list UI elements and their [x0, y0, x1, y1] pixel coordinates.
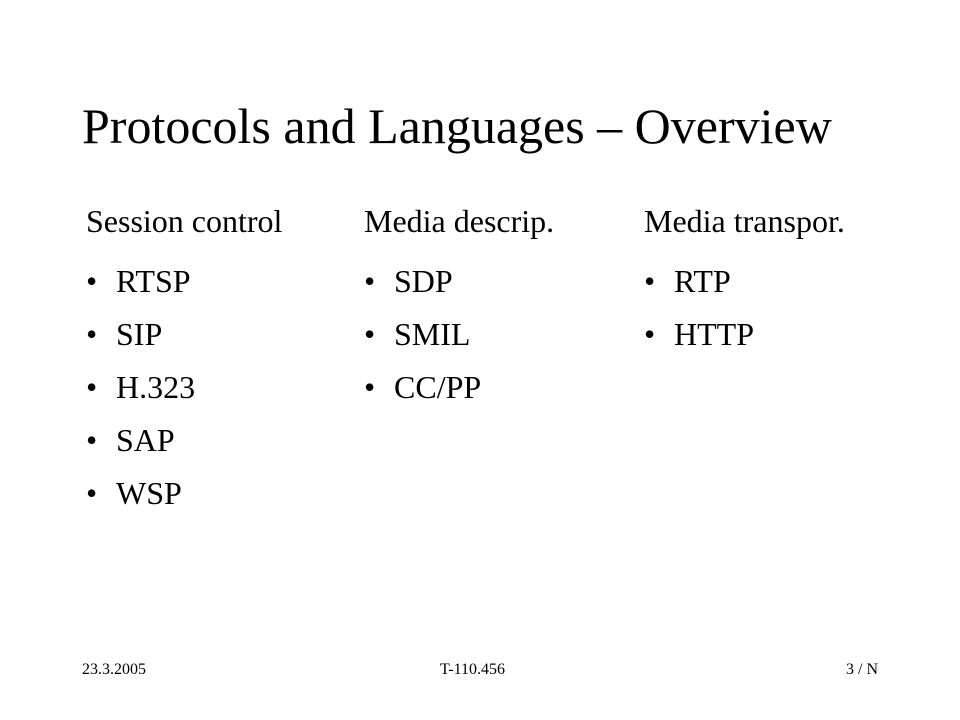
bullet-icon: •: [86, 369, 98, 405]
list-item-text: SIP: [116, 316, 163, 352]
column-heading: Media descrip.: [364, 203, 555, 239]
list-item: [86, 414, 356, 467]
list-item-text: WSP: [116, 475, 182, 511]
bullet-list: [364, 255, 634, 414]
column-media-transport: [644, 200, 914, 361]
bullet-list: [86, 255, 356, 520]
list-item-text: RTSP: [116, 263, 191, 299]
list-item: [86, 255, 356, 308]
list-item: [364, 361, 634, 414]
bullet-icon: •: [86, 475, 98, 511]
footer-course-code: T-110.456: [440, 661, 506, 678]
list-item: [644, 308, 914, 361]
bullet-icon: •: [86, 316, 98, 352]
bullet-icon: •: [644, 263, 656, 299]
bullet-list: [644, 255, 914, 361]
list-item-text: SAP: [116, 422, 175, 458]
list-item: [86, 467, 356, 520]
column-heading: Media transpor.: [644, 203, 845, 239]
list-item-text: CC/PP: [394, 369, 482, 405]
list-item: [644, 255, 914, 308]
list-item: [364, 255, 634, 308]
footer-date: 23.3.2005: [82, 661, 146, 678]
column-session-control: [86, 200, 356, 520]
column-media-description: [364, 200, 634, 414]
bullet-icon: •: [364, 263, 376, 299]
slide-title: Protocols and Languages – Overview: [82, 98, 832, 154]
bullet-icon: •: [86, 263, 98, 299]
footer-page-number: 3 / N: [846, 661, 878, 678]
bullet-icon: •: [86, 422, 98, 458]
list-item: [364, 308, 634, 361]
bullet-icon: •: [644, 316, 656, 352]
list-item-text: H.323: [116, 369, 196, 405]
bullet-icon: •: [364, 369, 376, 405]
list-item: [86, 308, 356, 361]
list-item: [86, 361, 356, 414]
list-item-text: SMIL: [394, 316, 471, 352]
list-item-text: SDP: [394, 263, 453, 299]
list-item-text: HTTP: [674, 316, 754, 352]
list-item-text: RTP: [674, 263, 731, 299]
column-heading: Session control: [86, 203, 283, 239]
bullet-icon: •: [364, 316, 376, 352]
